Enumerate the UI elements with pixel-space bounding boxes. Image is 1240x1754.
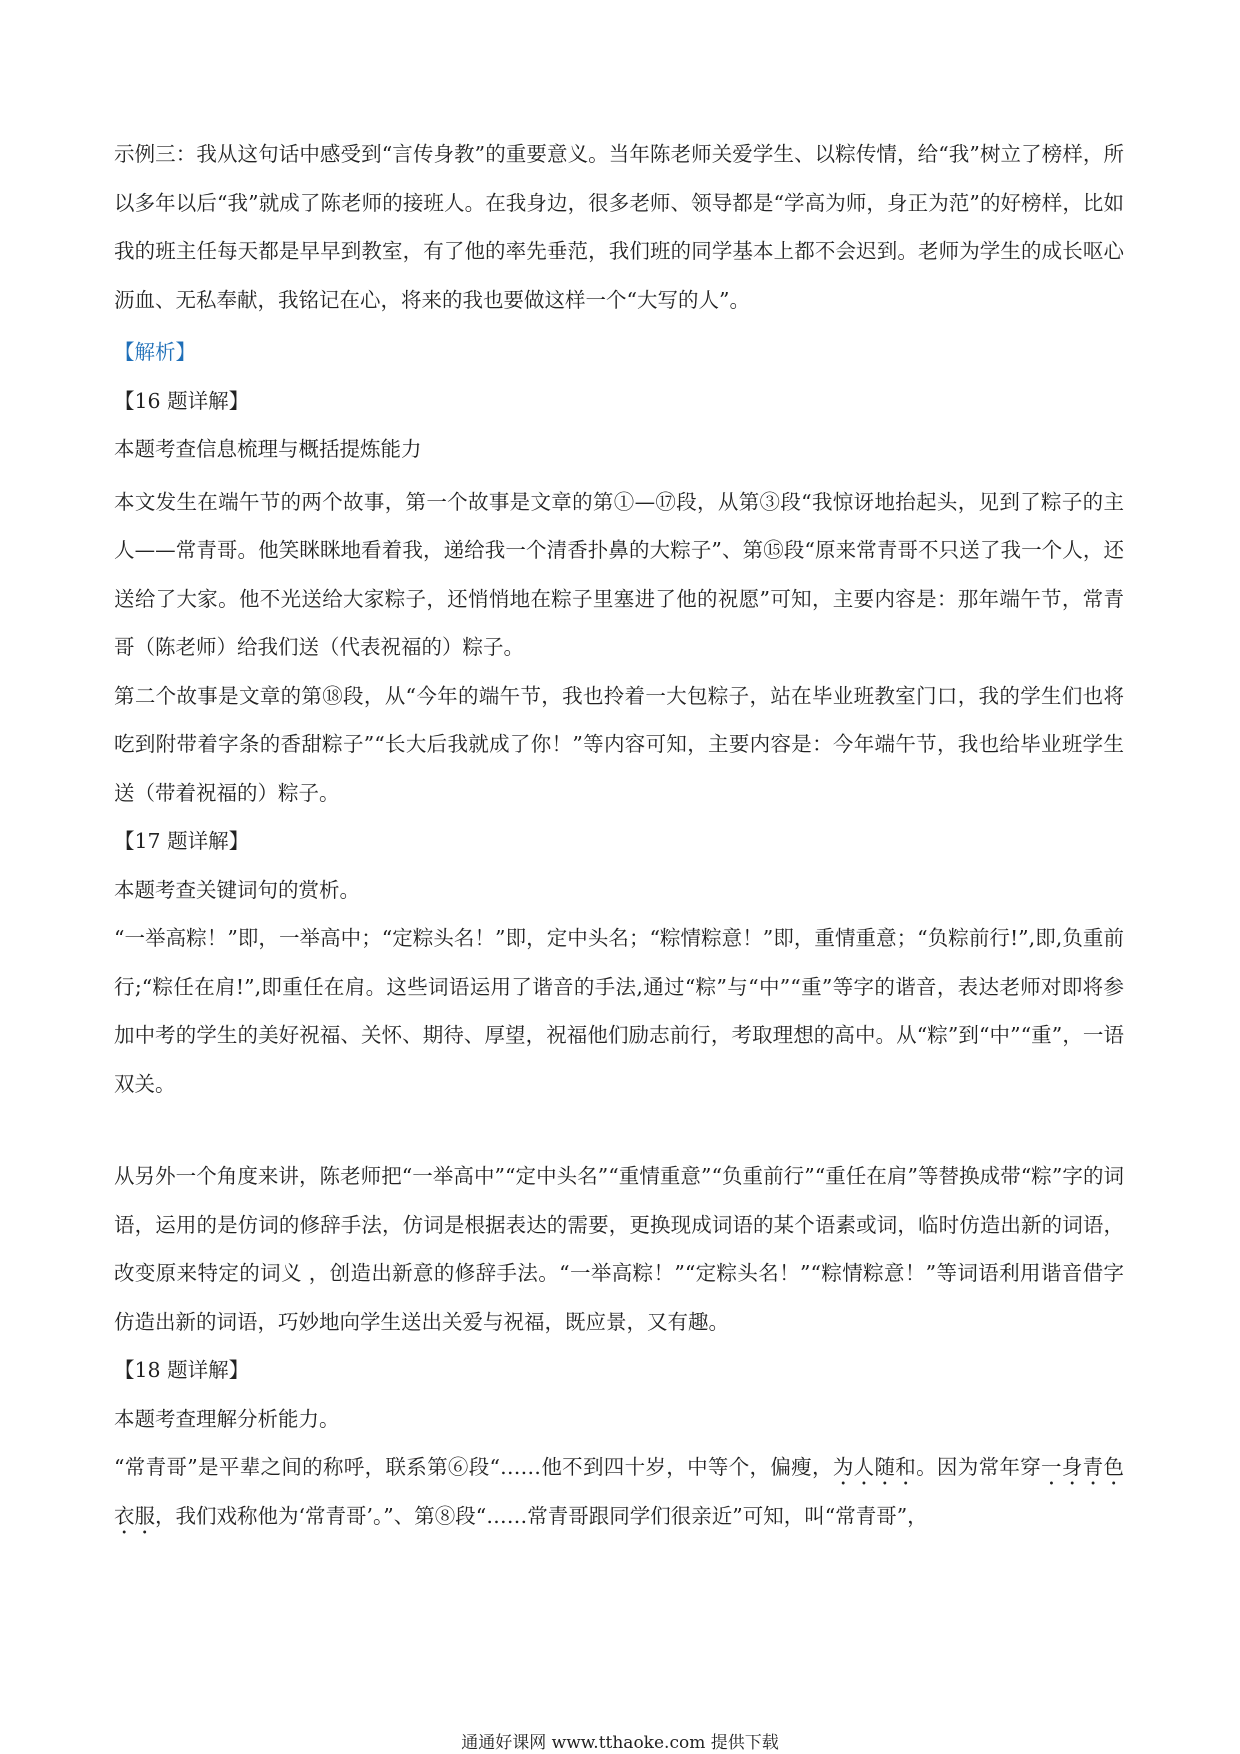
q18-intro: 本题考查理解分析能力。 [114, 1406, 340, 1431]
q16-intro: 本题考查信息梳理与概括提炼能力 [114, 437, 422, 461]
q17-paragraph-2: 从另外一个角度来讲，陈老师把“一举高中”“定中头名”“重情重意”“负重前行”“重任在肩”等替换成带“粽”字的词语，运用的是仿词的修辞手法，仿词是根据表达的需要，更换现成词语的某个语素或词，临时仿造出新的词语，改变原来特定的词义 ，创造出新意的修辞手法。“一举高粽！”“定粽头名！”“粽情粽意！”等词语利用谐音借字仿造出新的词语，巧妙地向学生送出关爱与祝福，既应景，又有趣。 [114, 1164, 1124, 1334]
q16-paragraph-2: 第二个故事是文章的第⑱段，从“今年的端午节，我也拎着一大包粽子，站在毕业班教室门口，我的学生们也将吃到附带着字条的香甜粽子”“长大后我就成了你！”等内容可知，主要内容是：今年端午节，我也给毕业班学生送（带着祝福的）粽子。 [114, 683, 1124, 805]
q17-heading: 【17 题详解】 [114, 829, 250, 853]
document-body [114, 130, 1124, 1540]
q18-emphasis-easygoing: 为人随和 [832, 1455, 917, 1479]
analysis-label: 【解析】 [114, 340, 196, 364]
q16-paragraph-1: 本文发生在端午节的两个故事，第一个故事是文章的第①—⑰段，从第③段“我惊讶地抬起头，见到了粽子的主人——常青哥。他笑眯眯地看着我，递给我一个清香扑鼻的大粽子”、第⑮段“原来常青哥不只送了我一个人，还送给了大家。他不光送给大家粽子，还悄悄地在粽子里塞进了他的祝愿”可知，主要内容是：那年端午节，常青哥（陈老师）给我们送（代表祝福的）粽子。 [114, 489, 1124, 659]
q18-paragraph-1 [114, 1443, 1124, 1540]
q18-text-a: “常青哥”是平辈之间的称呼，联系第⑥段“……他不到四十岁，中等个，偏瘦， [114, 1455, 833, 1479]
q17-intro: 本题考查关键词句的赏析。 [114, 877, 360, 902]
q18-text-c: 。因为常年穿 [916, 1455, 1042, 1479]
q18-heading: 【18 题详解】 [114, 1358, 250, 1382]
q18-emphasis-green-clothes: 一身青色衣服 [114, 1455, 1124, 1528]
q17-paragraph-1: “一举高粽！”即，一举高中；“定粽头名！”即，定中头名；“粽情粽意！”即，重情重意；“负粽前行!”,即,负重前行;“粽任在肩!”,即重任在肩。这些词语运用了谐音的手法,通过“粽”与“中”“重”等字的谐音，表达老师对即将参加中考的学生的美好祝福、关怀、期待、厚望，祝福他们励志前行，考取理想的高中。从“粽”到“中”“重”，一语双关。 [114, 926, 1124, 1096]
example-three-paragraph: 示例三：我从这句话中感受到“言传身教”的重要意义。当年陈老师关爱学生、以粽传情，给“我”树立了榜样，所以多年以后“我”就成了陈老师的接班人。在我身边，很多老师、领导都是“学高为师，身正为范”的好榜样，比如我的班主任每天都是早早到教室，有了他的率先垂范，我们班的同学基本上都不会迟到。老师为学生的成长呕心沥血、无私奉献，我铭记在心，将来的我也要做这样一个“大写的人”。 [114, 142, 1124, 312]
footer-watermark: 通通好课网 www.tthaoke.com 提供下载 [461, 1733, 779, 1753]
q16-heading: 【16 题详解】 [114, 388, 250, 413]
q18-text-e: ，我们戏称他为‘常青哥’。”、第⑧段“……常青哥跟同学们很亲近”可知，叫“常青哥”， [155, 1503, 928, 1528]
